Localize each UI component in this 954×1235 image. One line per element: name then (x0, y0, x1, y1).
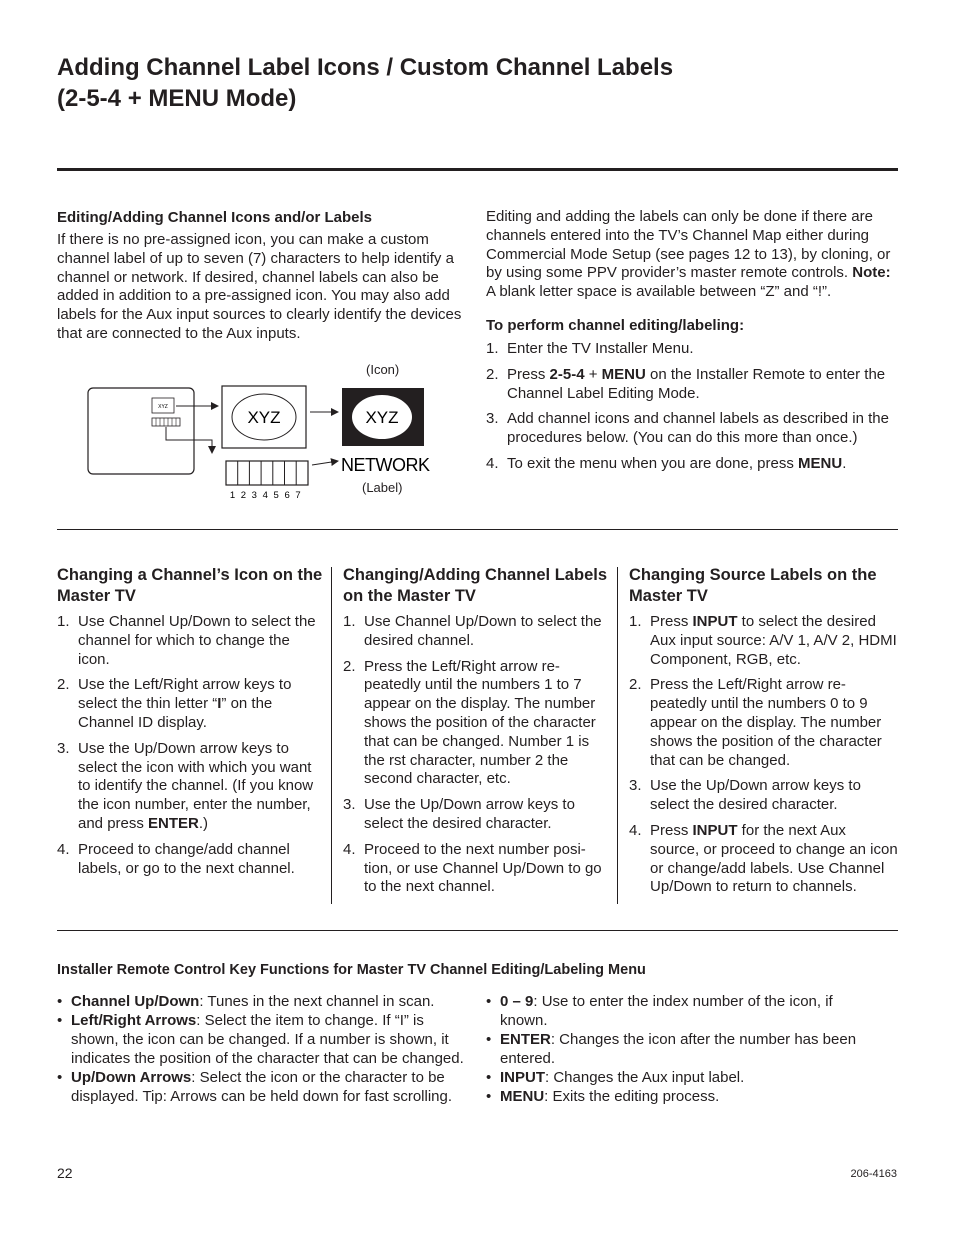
step-key: MENU (798, 454, 843, 472)
bullet: • (486, 993, 492, 1010)
label-cells (226, 461, 308, 485)
icon-box-text: XYZ (247, 408, 281, 427)
key-desc: : Tunes in the next channel in scan. (199, 993, 435, 1010)
bullet: • (486, 1031, 492, 1048)
step-text: Enter the TV Installer Menu. (507, 339, 694, 357)
step-text: .) (198, 814, 209, 832)
channel-label-diagram (86, 360, 446, 510)
procedure-step (486, 455, 898, 474)
column-divider-2 (617, 567, 618, 904)
step-text: Proceed to the next number posi-tion, or use Channel Up/Down to go to the next channel. (364, 840, 602, 896)
key-desc: : Exits the editing process. (544, 1088, 720, 1105)
step-number: 1. (57, 613, 70, 630)
step-text: Add channel icons and channel labels as described in the procedures below. (You can do this more than once.) (507, 410, 889, 447)
key-name: Channel Up/Down (71, 993, 200, 1010)
key-functions-right (486, 992, 881, 1106)
procedure-step (486, 410, 898, 448)
section-rule-1 (57, 529, 898, 530)
arrow-label-elbow (166, 427, 212, 453)
key-name: Up/Down Arrows (71, 1069, 192, 1086)
col1-steps (57, 613, 325, 878)
doc-code: 206-4163 (850, 1168, 897, 1180)
page-title (57, 52, 673, 114)
step-key: INPUT (692, 613, 738, 630)
step-text: on the Installer Remote to enter the Channel Label Editing Mode. (507, 365, 886, 402)
step-text: Use Channel Up/Down to select the channel for which to change the icon. (78, 613, 316, 668)
intro-section (57, 208, 465, 344)
tv-outline (88, 388, 194, 474)
key-name: INPUT (500, 1069, 545, 1086)
col3-step (629, 777, 899, 815)
bullet: • (57, 993, 63, 1010)
key-item (486, 1087, 881, 1106)
bullet: • (486, 1069, 492, 1086)
page-title-line2: (2-5-4 + MENU Mode) (57, 85, 297, 112)
step-text: Use the Up/Down arrow keys to select the icon with which you want to identify the channel. (If you know the icon number, enter the number, and press (78, 739, 314, 832)
col1-step (57, 841, 325, 879)
step-text: Use the Up/Down arrow keys to select the desired character. (650, 777, 861, 814)
key-name: Left/Right Arrows (71, 1012, 197, 1029)
bullet: • (57, 1012, 63, 1029)
key-item (486, 1030, 881, 1068)
right-intro-body (486, 208, 898, 302)
step-text: To exit the menu when you are done, press (507, 454, 799, 472)
key-list-left (57, 992, 469, 1106)
step-text: Press the Left/Right arrow re-peatedly until the numbers 1 to 7 appear on the display. The number shows the position of the character that can be changed. Number 1 is the rst character, number 2 the second character, etc. (364, 657, 596, 788)
step-key: MENU (601, 365, 646, 383)
col1-step (57, 613, 325, 669)
key-desc: : Use to enter the index number of the icon, if known. (500, 993, 833, 1029)
procedure-step (486, 340, 898, 359)
page-title-line1: Adding Channel Label Icons / Custom Channel Labels (57, 54, 674, 81)
col2-step (343, 841, 609, 897)
step-number: 1. (486, 339, 499, 357)
col2-step (343, 658, 609, 790)
right-intro-section (486, 208, 898, 481)
key-desc: : Select the item to change. If “I” is shown, the icon can be changed. If a number is shown, it indicates the position of the character that can be changed. (71, 1012, 464, 1067)
network-label-text: NETWORK (341, 455, 430, 475)
procedure-heading: To perform channel editing/labeling: (486, 316, 745, 334)
step-text: Use the Up/Down arrow keys to select the desired character. (364, 796, 575, 832)
column-source-labels (629, 565, 899, 904)
key-item (486, 992, 881, 1030)
step-text: Use the Left/Right arrow keys to select the thin letter “ (78, 676, 292, 713)
col3-step (629, 676, 899, 770)
tv-small-label (152, 418, 180, 426)
step-number: 1. (343, 613, 356, 630)
step-text: ” on the Channel ID display. (78, 695, 273, 731)
step-key: 2-5-4 (549, 365, 585, 383)
step-number: 1. (629, 613, 642, 630)
step-text: Use Channel Up/Down to select the desired channel. (364, 613, 602, 649)
col1-step (57, 740, 325, 834)
note-label: Note: (852, 264, 891, 282)
procedure-steps (486, 340, 898, 474)
step-text: for the next Aux source, or proceed to change an icon or change/add labels. Use Channel Up/Down to return to channels. (650, 821, 898, 896)
bullet: • (486, 1088, 492, 1105)
step-key: INPUT (692, 821, 738, 839)
key-name: ENTER (500, 1031, 551, 1048)
step-text: to select the desired Aux input source: A/V 1, A/V 2, HDMI Component, RGB, etc. (650, 613, 897, 668)
step-number: 2. (629, 676, 642, 694)
procedure-step (486, 366, 898, 404)
col3-heading: Changing Source Labels on the Master TV (629, 566, 877, 605)
label-caption: (Label) (362, 480, 403, 495)
step-number: 3. (57, 739, 70, 757)
key-functions-left (57, 992, 469, 1106)
step-text: Press (650, 821, 693, 839)
step-text: Press (650, 613, 693, 630)
key-item (57, 992, 469, 1011)
column-change-icon (57, 565, 325, 885)
step-number: 4. (629, 821, 642, 839)
key-desc: : Changes the icon after the number has been entered. (500, 1031, 857, 1067)
key-list-right (486, 992, 881, 1106)
section-rule-2 (57, 930, 898, 931)
intro-heading: Editing/Adding Channel Icons and/or Labels (57, 209, 373, 226)
bullet: • (57, 1069, 63, 1086)
col1-heading: Changing a Channel’s Icon on the Master TV (57, 566, 323, 605)
col1-step (57, 676, 325, 732)
key-item (57, 1011, 469, 1068)
col2-heading: Changing/Adding Channel Labels on the Master TV (343, 566, 607, 605)
step-number: 2. (486, 365, 499, 383)
tv-small-icon-text: XYZ (158, 404, 168, 410)
col3-steps (629, 613, 899, 897)
col2-step (343, 796, 609, 834)
column-change-labels (343, 565, 609, 904)
key-desc: : Changes the Aux input label. (545, 1069, 745, 1086)
step-number: 2. (57, 676, 70, 694)
step-number: 4. (486, 454, 499, 472)
right-intro-text: Editing and adding the labels can only be done if there are channels entered into the TV’s Channel Map either during Commercial Mode Setup (see pages 12 to 13), by cloning, or by using some PPV provider’s master remote controls. (486, 208, 891, 282)
icon-caption: (Icon) (366, 362, 400, 377)
key-functions-heading: Installer Remote Control Key Functions for Master TV Channel Editing/Labeling Menu (57, 962, 646, 978)
dark-icon-text: XYZ (365, 408, 399, 427)
page-number: 22 (57, 1165, 73, 1181)
col2-steps (343, 613, 609, 897)
note-text: A blank letter space is available between “Z” and “!”. (486, 283, 832, 301)
key-name: MENU (500, 1088, 545, 1105)
key-name: 0 – 9 (500, 993, 534, 1010)
step-number: 3. (343, 796, 356, 814)
label-digits: 1 2 3 4 5 6 7 (229, 490, 303, 501)
step-text: + (584, 365, 602, 383)
step-key: I (217, 695, 222, 713)
key-desc: : Select the icon or the character to be displayed. Tip: Arrows can be held down for fast scrolling. (71, 1069, 453, 1105)
col3-step (629, 613, 899, 669)
step-text: Press the Left/Right arrow re-peatedly until the numbers 0 to 9 appear on the display. The number shows the position of the character that can be changed. (650, 676, 882, 769)
step-key: ENTER (148, 814, 199, 832)
step-text: . (842, 454, 847, 472)
col3-step (629, 822, 899, 897)
step-number: 2. (343, 657, 356, 675)
step-number: 3. (629, 777, 642, 795)
key-item (486, 1068, 881, 1087)
step-number: 4. (343, 840, 356, 858)
key-item (57, 1068, 469, 1106)
step-number: 3. (486, 410, 499, 428)
arrow-label-to-network (312, 461, 338, 465)
step-text: Proceed to change/add channel labels, or go to the next channel. (78, 840, 295, 877)
step-text: Press (507, 365, 550, 383)
title-rule (57, 168, 898, 171)
intro-body: If there is no pre-assigned icon, you can make a custom channel label of up to seven (7) characters to help identify a channel or network. If desired, channel labels can also be added in addition to a pre-assigned icon. You may also add labels for the Aux input sources to clearly identify the devices that are connected to the Aux inputs. (57, 231, 462, 342)
col2-step (343, 613, 609, 651)
step-number: 4. (57, 840, 70, 858)
column-divider-1 (331, 567, 332, 904)
